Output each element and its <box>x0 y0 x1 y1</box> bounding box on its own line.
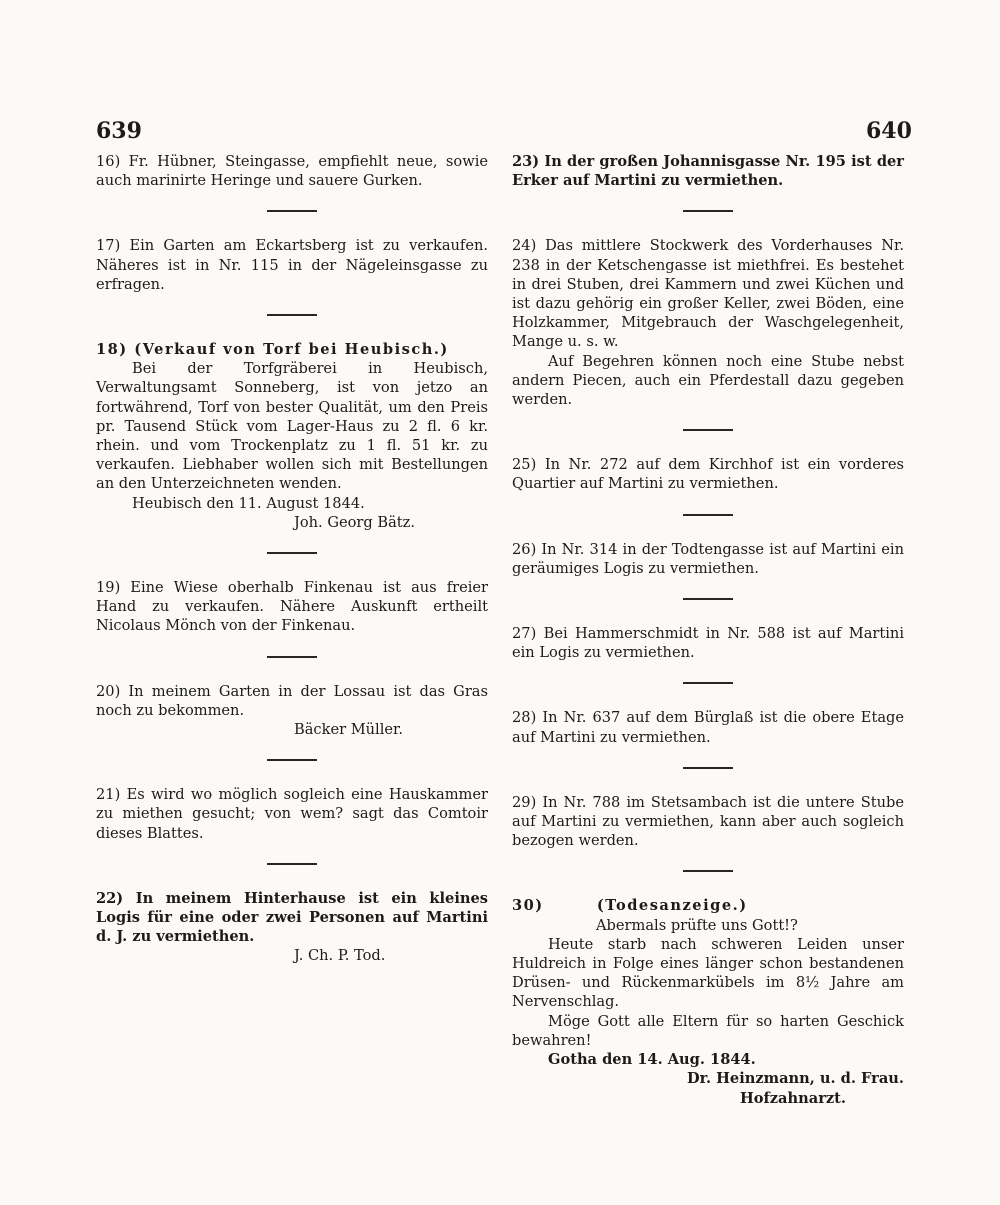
separator-rule <box>683 870 733 872</box>
notice-23 <box>512 152 904 190</box>
notice-18-place-date: Heubisch den 11. August 1844. <box>132 494 365 512</box>
separator-rule <box>683 682 733 684</box>
notice-18-title: 18) (Verkauf von Torf bei Heubisch.) <box>96 341 449 359</box>
notice-21-text: 21) Es wird wo möglich sogleich eine Hauskammer zu miethen gesucht; von wem? sagt das Comtoir dieses Blattes. <box>96 786 488 842</box>
notice-30-place-date: Gotha den 14. Aug. 1844. <box>548 1051 756 1069</box>
left-column <box>96 152 488 966</box>
notice-16-text: 16) Fr. Hübner, Steingasse, empfiehlt neue, sowie auch marinirte Heringe und sauere Gurken. <box>96 153 488 190</box>
notice-20-text: 20) In meinem Garten in der Lossau ist das Gras noch zu bekommen. <box>96 682 488 719</box>
notice-21 <box>96 785 488 843</box>
separator-rule <box>267 759 317 761</box>
notice-30-body: Heute starb nach schweren Leiden unser Huldreich in Folge eines länger schon bestandenen Drüsen- und Rückenmarkübels im 8½ Jahre am Nervenschlag. <box>512 935 904 1011</box>
notice-17-text: 17) Ein Garten am Eckartsberg ist zu verkaufen. Näheres ist in Nr. 115 in der Nägeleinsgasse zu erfragen. <box>96 237 488 293</box>
notice-29-text: 29) In Nr. 788 im Stetsambach ist die untere Stube auf Martini zu vermiethen, kann aber auch sogleich bezogen werden. <box>512 793 904 850</box>
notice-30-heading <box>512 896 904 915</box>
notice-27-text: 27) Bei Hammerschmidt in Nr. 588 ist auf Martini ein Logis zu vermiethen. <box>512 625 904 662</box>
separator-rule <box>683 767 733 769</box>
notice-30-number: 30) <box>512 897 544 915</box>
notice-25 <box>512 455 904 493</box>
notice-18-signature: Joh. Georg Bätz. <box>294 513 415 531</box>
page-number-left: 639 <box>96 118 142 144</box>
separator-rule <box>267 863 317 865</box>
notice-22-text: 22) In meinem Hinterhause ist ein kleines Logis für eine oder zwei Personen auf Martini d. J. zu vermiethen. <box>96 889 488 946</box>
notice-17 <box>96 236 488 294</box>
page-number-right: 640 <box>866 118 912 144</box>
notice-30-title: (Todesanzeige.) <box>596 897 748 915</box>
notice-20-signature: Bäcker Müller. <box>294 721 404 739</box>
separator-rule <box>267 656 317 658</box>
notice-25-text: 25) In Nr. 272 auf dem Kirchhof ist ein vorderes Quartier auf Martini zu vermiethen. <box>512 456 904 493</box>
notice-22-signature: J. Ch. P. Tod. <box>294 947 386 965</box>
right-column <box>512 152 904 1108</box>
notice-23-text: 23) In der großen Johannisgasse Nr. 195 ist der Erker auf Martini zu vermiethen. <box>512 153 904 190</box>
notice-27 <box>512 624 904 662</box>
notice-29 <box>512 793 904 851</box>
separator-rule <box>683 598 733 600</box>
notice-20 <box>96 682 488 740</box>
notice-28-text: 28) In Nr. 637 auf dem Bürglaß ist die obere Etage auf Martini zu vermiethen. <box>512 709 904 746</box>
notice-22 <box>96 889 488 966</box>
separator-rule <box>683 514 733 516</box>
notice-26 <box>512 540 904 578</box>
notice-19 <box>96 578 488 636</box>
notice-30 <box>512 896 904 1107</box>
notice-18 <box>96 340 488 532</box>
notice-18-body: Bei der Torfgräberei in Heubisch, Verwaltungsamt Sonneberg, ist von jetzo an fortwährend, Torf von bester Qualität, um den Preis pr. Tausend Stück vom Lager-Haus zu 2 fl. 6 kr. rhein. und vom Trockenplatz zu 1 fl. 51 kr. zu verkaufen. Liebhaber wollen sich mit Bestellungen an den Unterzeichneten wenden. <box>96 360 488 493</box>
separator-rule <box>683 210 733 212</box>
separator-rule <box>267 314 317 316</box>
notice-28 <box>512 708 904 746</box>
notice-30-signature1: Dr. Heinzmann, u. d. Frau. <box>686 1070 904 1088</box>
notice-19-text: 19) Eine Wiese oberhalb Finkenau ist aus freier Hand zu verkaufen. Nähere Auskunft ertheilt Nicolaus Mönch von der Finkenau. <box>96 579 488 635</box>
notice-24-text: 24) Das mittlere Stockwerk des Vorderhauses Nr. 238 in der Ketschengasse ist miethfrei. Es bestehet in drei Stuben, drei Kammern und zwei Küchen und ist dazu gehörig ein großer Keller, zwei Böden, eine Holzkammer, Mitgebrauch der Waschgelegenheit, Mange u. s. w. <box>512 237 904 351</box>
notice-26-text: 26) In Nr. 314 in der Todtengasse ist auf Martini ein geräumiges Logis zu vermiethen. <box>512 540 904 577</box>
separator-rule <box>683 429 733 431</box>
notice-30-wish: Möge Gott alle Eltern für so harten Geschick bewahren! <box>512 1012 904 1049</box>
separator-rule <box>267 552 317 554</box>
separator-rule <box>267 210 317 212</box>
notice-30-line1: Abermals prüfte uns Gott!? <box>596 916 798 934</box>
notice-24-extra: Auf Begehren können noch eine Stube nebst andern Piecen, auch ein Pferdestall dazu gegeben werden. <box>512 352 904 409</box>
notice-16 <box>96 152 488 190</box>
notice-30-signature2: Hofzahnarzt. <box>739 1089 846 1107</box>
notice-24 <box>512 236 904 409</box>
